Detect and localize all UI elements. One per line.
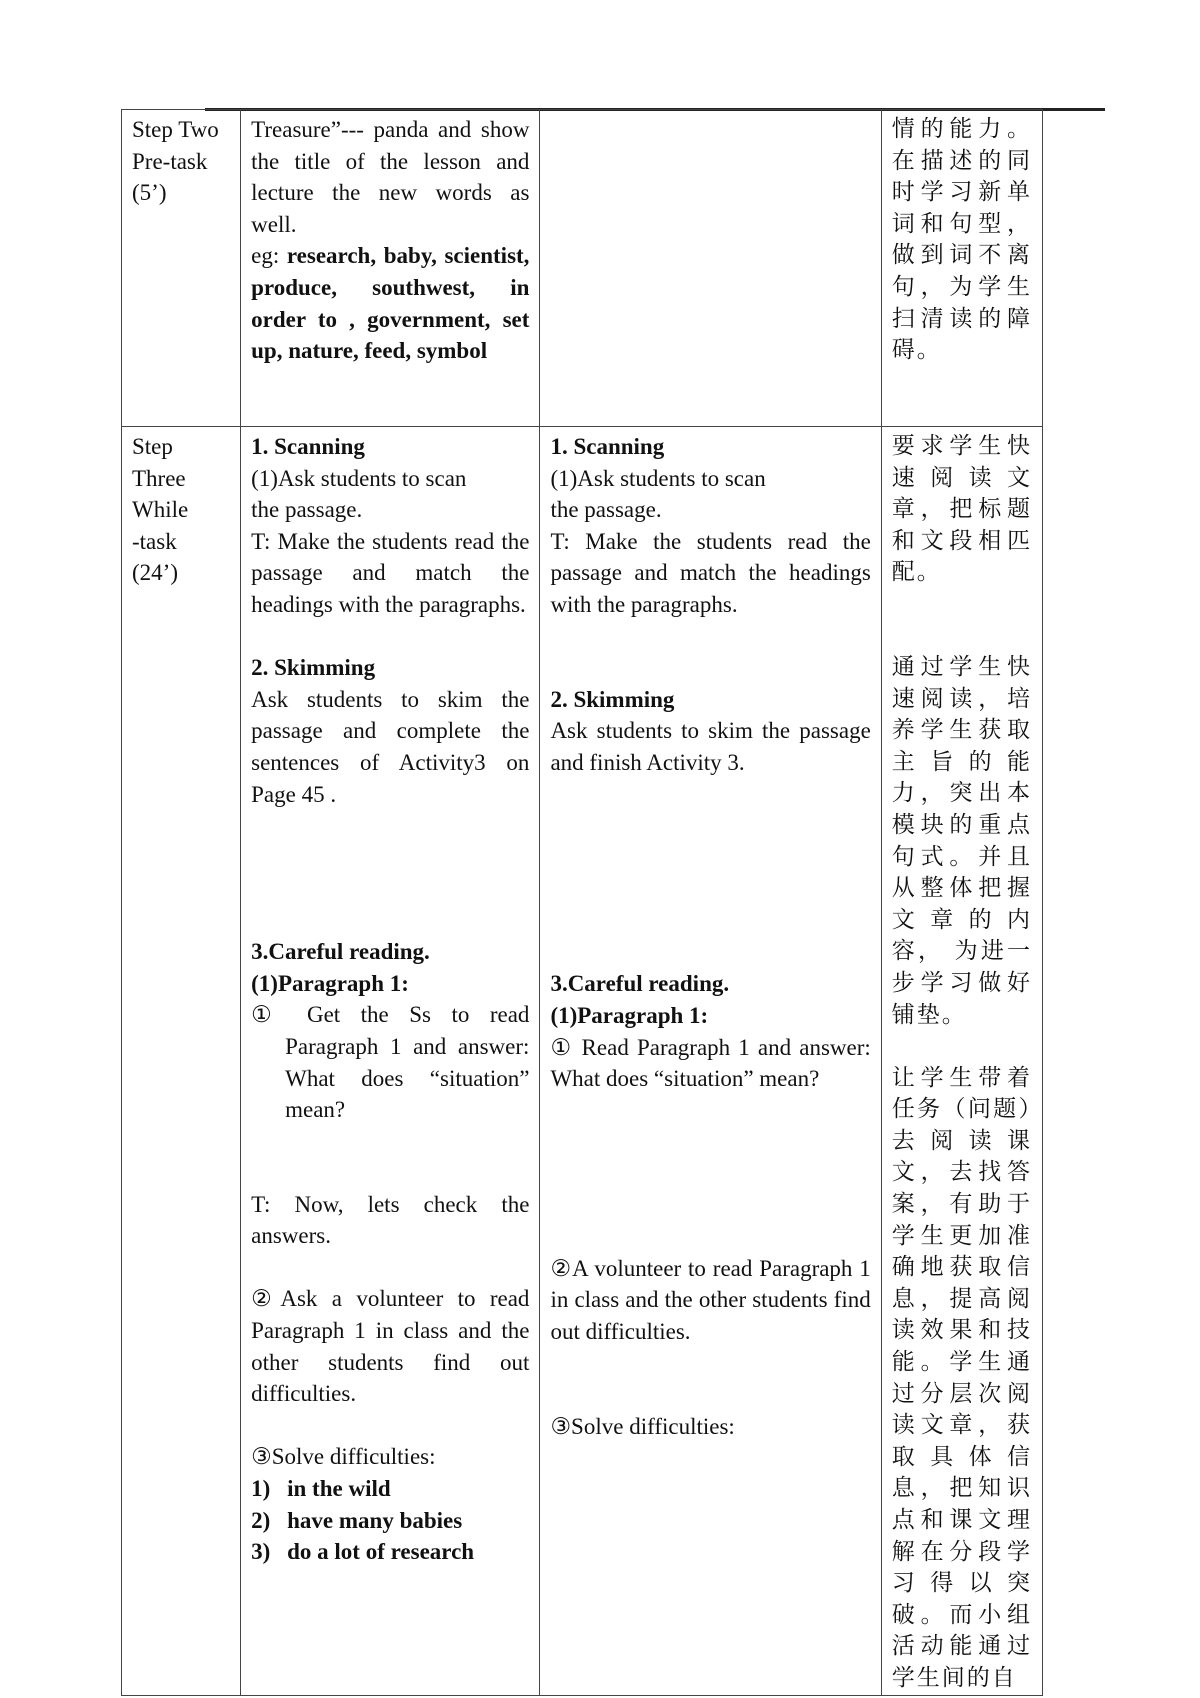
list-text: do a lot of research (287, 1539, 475, 1565)
spacer (251, 1410, 529, 1442)
spacer (550, 1095, 870, 1253)
scanning-instruction: T: Make the students read the passage and match the headings with the paragraphs. (251, 528, 530, 617)
paragraph-heading: (1)Paragraph 1: (550, 1002, 709, 1028)
spacer (550, 778, 870, 968)
scanning-heading: 1. Scanning (251, 434, 365, 459)
eg-label: eg: (251, 243, 280, 269)
list-number: 3) (251, 1539, 271, 1565)
spacer (251, 810, 529, 936)
list-item (251, 1473, 529, 1505)
scanning-heading: 1. Scanning (550, 434, 665, 459)
scanning-line: (1)Ask students to scan (550, 465, 766, 491)
check-answers: T: Now, lets check the answers. (251, 1191, 530, 1249)
scanning-instruction: T: Make the students read the passage and match the headings with the paragraphs. (550, 528, 871, 617)
new-words (251, 240, 529, 366)
careful-reading-heading: 3.Careful reading. (251, 939, 430, 965)
careful-reading-heading: 3.Careful reading. (550, 971, 730, 997)
purpose-skimming: 通过学生快速阅读，培养学生获取主旨的能力，突出本模块的重点句式。并且从整体把握文章的内容， 为进一步学习做好铺垫。 (891, 653, 1032, 1028)
list-item (251, 1536, 529, 1568)
purpose-scanning: 要求学生快速阅读文章，把标题和文段相匹配。 (891, 433, 1032, 586)
purpose-cell (881, 427, 1042, 1696)
new-words-list: research, baby, scientist, produce, southwest, in order to , government, set up, nature, feed, symbol (251, 243, 530, 364)
step-time: (24’) (132, 560, 178, 586)
step-time: (5’) (132, 180, 167, 206)
paragraph-heading: (1)Paragraph 1: (251, 970, 409, 996)
step-label: Step Two (132, 117, 219, 142)
teacher-activity-cell (241, 110, 540, 427)
step-label: -task (132, 528, 177, 554)
step-label: Step (132, 434, 173, 459)
question-2: ②A volunteer to read Paragraph 1 in class and the other students find out difficulties. (550, 1255, 871, 1344)
skimming-instruction: Ask students to skim the passage and complete the sentences of Activity3 on Page 45 . (251, 686, 530, 807)
question-3: ③Solve difficulties: (251, 1444, 436, 1470)
table-row-step-three (122, 427, 1043, 1696)
skimming-heading: 2. Skimming (550, 686, 675, 712)
list-item (251, 1505, 529, 1537)
step-cell (122, 427, 241, 1696)
question-1: ① Get the Ss to read Paragraph 1 and answer: What does “situation” mean? (251, 1002, 530, 1123)
list-number: 1) (251, 1476, 271, 1502)
skimming-heading: 2. Skimming (251, 655, 376, 681)
question-2: ②Ask a volunteer to read Paragraph 1 in class and the other students find out difficulties. (251, 1286, 530, 1407)
spacer (550, 621, 870, 684)
spacer (251, 621, 529, 653)
teacher-activity-cell (241, 427, 540, 1696)
spacer (892, 589, 1032, 652)
step-label: While (132, 497, 189, 523)
table-row-step-two (122, 110, 1043, 427)
question-3: ③Solve difficulties: (550, 1413, 735, 1439)
student-activity-cell (540, 110, 881, 427)
scanning-line: (1)Ask students to scan (251, 465, 467, 491)
skimming-instruction: Ask students to skim the passage and finish Activity 3. (550, 718, 871, 775)
spacer (251, 1252, 529, 1284)
scanning-line: the passage. (550, 497, 662, 523)
lesson-plan-table (121, 109, 1043, 1696)
spacer (550, 1348, 870, 1411)
teacher-intro: Treasure”--- panda and show the title of the lesson and lecture the new words as well. (251, 117, 530, 237)
scanning-line: the passage. (251, 497, 363, 523)
step-cell (122, 110, 241, 427)
spacer (251, 1126, 529, 1189)
student-activity-cell (540, 427, 881, 1696)
purpose-careful-reading: 让学生带着任务（问题）去阅读课文，去找答案，有助于学生更加准确地获取信息，提高阅读效果和技能。学生通过分层次阅读文章，获取具体信息，把知识点和课文理解在分段学习得以突破。而小组活动能通过学生间的自 (891, 1064, 1032, 1691)
list-text: in the wild (287, 1476, 391, 1502)
purpose-text: 情的能力。在描述的同时学习新单词和句型，做到词不离句，为学生扫清读的障碍。 (891, 116, 1032, 364)
step-label: Three (132, 465, 186, 491)
purpose-cell (881, 110, 1042, 427)
spacer (892, 1031, 1032, 1063)
list-number: 2) (251, 1507, 271, 1533)
question-1: ① Read Paragraph 1 and answer: What does “situation” mean? (550, 1034, 871, 1092)
step-label: Pre-task (132, 148, 208, 174)
list-text: have many babies (287, 1507, 463, 1533)
